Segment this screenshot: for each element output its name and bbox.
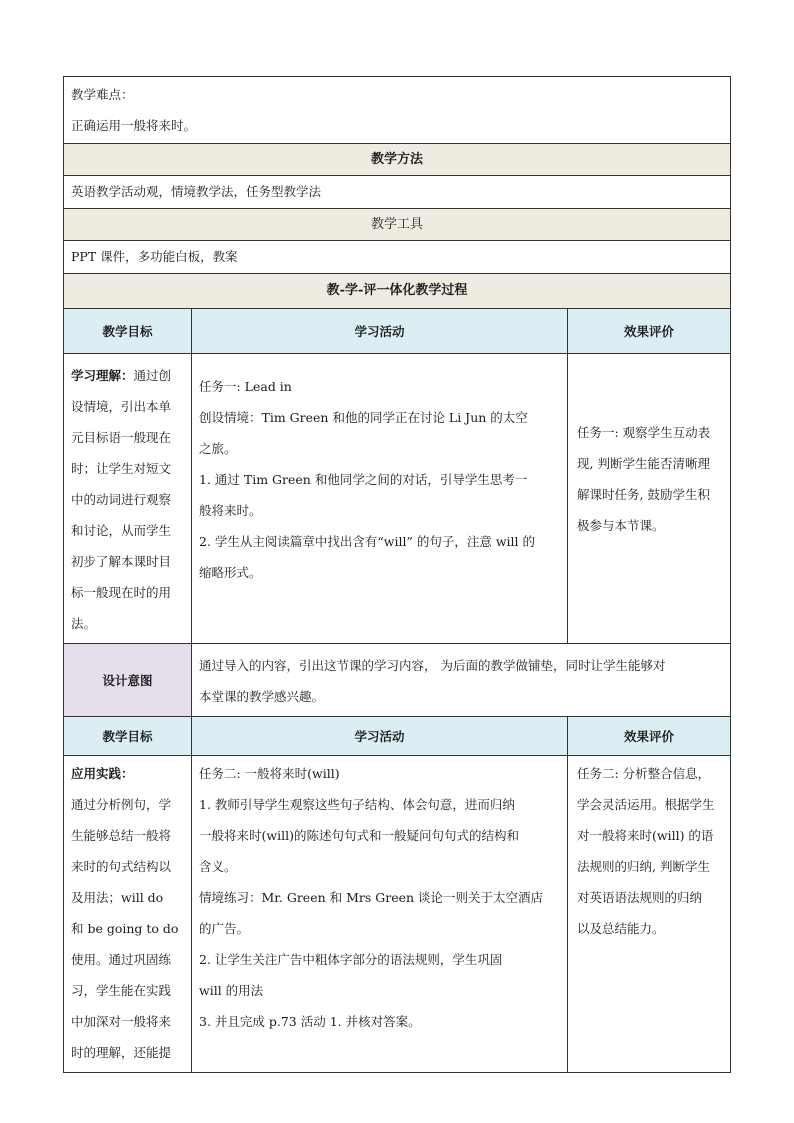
difficulty-row: [64, 77, 731, 144]
header-activity: 学习活动: [192, 309, 568, 354]
design1-label: 设计意图: [64, 644, 192, 717]
design1-text: 通过导入的内容，引出这节课的学习内容， 为后面的教学做铺垫，同时让学生能够对 本堂课的教学感兴趣。: [192, 644, 731, 717]
difficulty-label: 教学难点：: [71, 87, 134, 102]
methods-title: 教学方法: [64, 144, 731, 176]
tools-title: 教学工具: [64, 209, 731, 241]
methods-text-row: [64, 176, 731, 209]
methods-title-row: [64, 144, 731, 176]
header-evaluation: 效果评价: [568, 309, 731, 354]
methods-text: 英语教学活动观，情境教学法，任务型教学法: [64, 176, 731, 209]
section1-goal-label: 学习理解：: [71, 368, 134, 383]
section2-row: [64, 756, 731, 1073]
tools-text: PPT 课件，多功能白板，教案: [64, 241, 731, 274]
process-title-row: [64, 274, 731, 309]
header-row-1: [64, 309, 731, 354]
header-goal-2: 教学目标: [64, 717, 192, 756]
tools-title-row: [64, 209, 731, 241]
section2-goal-label: 应用实践：: [71, 766, 134, 781]
section2-evaluation: 任务二: 分析整合信息， 学会灵活运用。根据学生 对一般将来时(will) 的语 法规则的归纳, 判断学生 对英语语法规则的归纳 以及总结能力。: [568, 756, 731, 1073]
header-activity-2: 学习活动: [192, 717, 568, 756]
section1-row: [64, 354, 731, 644]
tools-text-row: [64, 241, 731, 274]
section1-evaluation: 任务一: 观察学生互动表 现, 判断学生能否清晰理 解课时任务, 鼓励学生积 极参与本节课。: [568, 354, 731, 644]
header-row-2: [64, 717, 731, 756]
section2-activity: 任务二: 一般将来时(will) 1. 教师引导学生观察这些句子结构、体会句意，进而归纳 一般将来时(will)的陈述句句式和一般疑问句句式的结构和 含义。 情境练习：Mr. Green 和 Mrs Green 谈论一则关于太空酒店 的广告。 2. 让学生关注广告中粗体字部分的语法规则，学生巩固 will 的用法 3. 并且完成 p.73 活动 1. 并核对答案。: [192, 756, 568, 1073]
lesson-plan-page: [63, 76, 730, 1073]
process-title: 教-学-评一体化教学过程: [64, 274, 731, 309]
section1-goal: 学习理解：通过创 设情境，引出本单 元目标语一般现在 时；让学生对短文 中的动词进行观察 和讨论，从而学生 初步了解本课时目 标一般现在时的用 法。: [64, 354, 192, 644]
section1-activity: 任务一: Lead in 创设情境：Tim Green 和他的同学正在讨论 Li Jun 的太空 之旅。 1. 通过 Tim Green 和他同学之间的对话，引导学生思考一 般将来时。 2. 学生从主阅读篇章中找出含有“will” 的句子，注意 will 的 缩略形式。: [192, 354, 568, 644]
header-evaluation-2: 效果评价: [568, 717, 731, 756]
difficulty-text: 正确运用一般将来时。: [71, 118, 197, 133]
section2-goal: 应用实践： 通过分析例句，学 生能够总结一般将 来时的句式结构以 及用法；will do 和 be going to do 使用。通过巩固练 习，学生能在实践 中加深对一般将来 时的理解，还能提: [64, 756, 192, 1073]
header-goal: 教学目标: [64, 309, 192, 354]
design1-row: [64, 644, 731, 717]
lesson-plan-table: [63, 76, 731, 1073]
